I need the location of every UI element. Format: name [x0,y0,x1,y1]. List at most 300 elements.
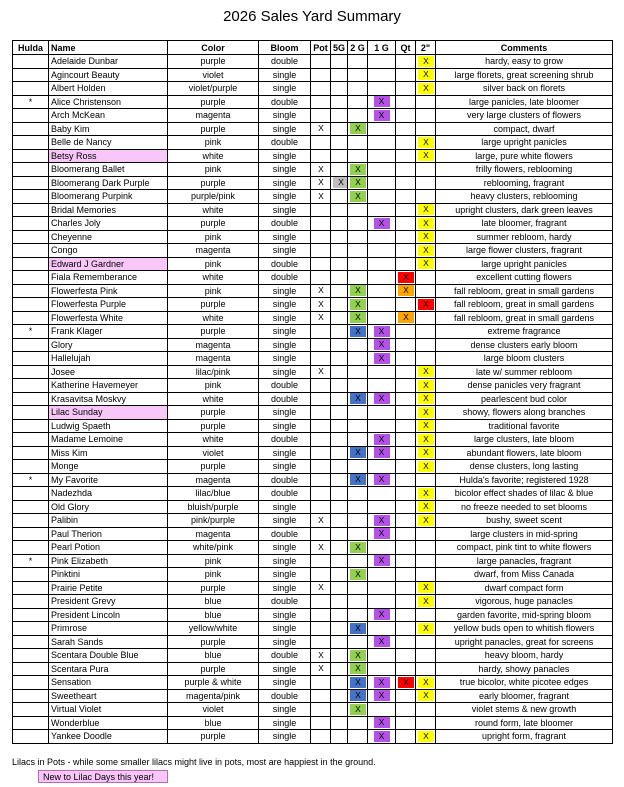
2g-cell [348,487,368,501]
column-header: Hulda [13,41,49,55]
2in-cell [416,392,436,406]
availability-mark: X [374,434,390,445]
qt-cell [396,271,416,285]
2g-cell [348,55,368,69]
pot-cell [311,55,331,69]
5g-cell [331,433,348,447]
name-cell: Agincourt Beauty [49,68,168,82]
2g-cell [348,176,368,190]
table-row [13,446,613,460]
5g-cell [331,271,348,285]
bloom-cell: single [259,109,311,123]
availability-mark: X [374,474,390,485]
pot-cell [311,82,331,96]
availability-mark: X [318,541,324,552]
qt-cell [396,527,416,541]
qt-cell [396,473,416,487]
2g-cell [348,109,368,123]
5g-cell [331,595,348,609]
2in-cell [416,473,436,487]
hulda-cell [13,271,49,285]
hulda-cell [13,460,49,474]
hulda-cell [13,703,49,717]
color-cell: blue [168,649,259,663]
availability-mark: X [374,515,390,526]
comments-cell: excellent cutting flowers [436,271,613,285]
availability-mark: X [418,677,434,688]
bloom-cell: single [259,230,311,244]
pot-cell [311,541,331,555]
pot-cell [311,365,331,379]
column-header: Pot [311,41,331,55]
availability-mark: X [398,312,414,323]
pot-cell [311,149,331,163]
table-row [13,622,613,636]
pot-cell [311,460,331,474]
name-cell: Bloomerang Dark Purple [49,176,168,190]
2g-cell [348,68,368,82]
name-cell: Bloomerang Ballet [49,163,168,177]
color-cell: purple [168,406,259,420]
table-row [13,406,613,420]
table-row [13,487,613,501]
color-cell: purple & white [168,676,259,690]
2in-cell [416,514,436,528]
pot-cell [311,136,331,150]
color-cell: white [168,149,259,163]
1g-cell [368,473,396,487]
pot-cell [311,325,331,339]
qt-cell [396,581,416,595]
2in-cell [416,271,436,285]
5g-cell [331,689,348,703]
availability-mark: X [418,56,434,67]
2in-cell [416,325,436,339]
qt-cell [396,217,416,231]
1g-cell [368,68,396,82]
table-row [13,257,613,271]
name-cell: Pink Elizabeth [49,554,168,568]
2in-cell [416,149,436,163]
5g-cell [331,230,348,244]
name-cell: President Grevy [49,595,168,609]
pot-cell [311,662,331,676]
hulda-cell: * [13,95,49,109]
color-cell: blue [168,716,259,730]
availability-mark: X [398,272,414,283]
availability-mark: X [418,380,434,391]
1g-cell [368,581,396,595]
table-row [13,230,613,244]
pot-cell [311,568,331,582]
pot-cell [311,271,331,285]
table-row [13,554,613,568]
2g-cell [348,730,368,744]
availability-mark: X [418,393,434,404]
2g-cell [348,676,368,690]
pot-cell [311,190,331,204]
1g-cell [368,622,396,636]
availability-mark: X [374,636,390,647]
table-row [13,163,613,177]
5g-cell [331,419,348,433]
name-cell: Krasavitsa Moskvy [49,392,168,406]
color-cell: pink [168,554,259,568]
table-row [13,460,613,474]
availability-mark: X [374,110,390,121]
bloom-cell: single [259,541,311,555]
comments-cell: round form, late bloomer [436,716,613,730]
color-cell: purple [168,635,259,649]
color-cell: pink [168,379,259,393]
hulda-cell [13,676,49,690]
comments-cell: fall rebloom, great in small gardens [436,311,613,325]
2in-cell [416,109,436,123]
bloom-cell: single [259,338,311,352]
qt-cell [396,514,416,528]
5g-cell [331,217,348,231]
availability-mark: X [374,731,390,742]
bloom-cell: single [259,284,311,298]
availability-mark: X [318,663,324,674]
bloom-cell: double [259,473,311,487]
2g-cell [348,257,368,271]
comments-cell: no freeze needed to set blooms [436,500,613,514]
2g-cell [348,230,368,244]
color-cell: white [168,271,259,285]
bloom-cell: single [259,122,311,136]
bloom-cell: single [259,635,311,649]
name-cell: Sarah Sands [49,635,168,649]
hulda-cell [13,55,49,69]
availability-mark: X [418,461,434,472]
qt-cell [396,163,416,177]
table-row [13,581,613,595]
1g-cell [368,257,396,271]
2in-cell [416,649,436,663]
comments-cell: dense panicles very fragrant [436,379,613,393]
hulda-cell [13,581,49,595]
bloom-cell: single [259,149,311,163]
qt-cell [396,730,416,744]
color-cell: purple [168,122,259,136]
hulda-cell [13,541,49,555]
name-cell: Wonderblue [49,716,168,730]
1g-cell [368,149,396,163]
bloom-cell: single [259,581,311,595]
color-cell: purple [168,217,259,231]
bloom-cell: single [259,608,311,622]
pot-cell [311,68,331,82]
pot-cell [311,527,331,541]
table-body [13,55,613,744]
color-cell: purple [168,325,259,339]
name-cell: Alice Christenson [49,95,168,109]
2in-cell [416,257,436,271]
table-row [13,203,613,217]
table-row [13,433,613,447]
availability-mark: X [418,582,434,593]
1g-cell [368,392,396,406]
availability-mark: X [350,623,366,634]
bloom-cell: single [259,446,311,460]
2g-cell [348,365,368,379]
name-cell: Flowerfesta Pink [49,284,168,298]
color-cell: purple [168,730,259,744]
table-row [13,662,613,676]
5g-cell [331,662,348,676]
bloom-cell: single [259,514,311,528]
column-header: Color [168,41,259,55]
qt-cell [396,379,416,393]
qt-cell [396,338,416,352]
availability-mark: X [318,163,324,174]
qt-cell [396,109,416,123]
table-row [13,217,613,231]
1g-cell [368,716,396,730]
hulda-cell [13,662,49,676]
5g-cell [331,244,348,258]
column-header: 1 G [368,41,396,55]
2g-cell [348,203,368,217]
color-cell: violet [168,446,259,460]
color-cell: purple [168,581,259,595]
2g-cell [348,392,368,406]
table-row [13,311,613,325]
name-cell: Madame Lemoine [49,433,168,447]
bloom-cell: single [259,311,311,325]
availability-mark: X [350,677,366,688]
1g-cell [368,55,396,69]
bloom-cell: single [259,500,311,514]
comments-cell: hardy, showy panacles [436,662,613,676]
hulda-cell [13,730,49,744]
availability-mark: X [350,191,366,202]
availability-mark: X [418,420,434,431]
hulda-cell [13,176,49,190]
2g-cell [348,122,368,136]
bloom-cell: single [259,662,311,676]
2g-cell [348,662,368,676]
availability-mark: X [318,177,324,188]
name-cell: Pinktini [49,568,168,582]
1g-cell [368,433,396,447]
1g-cell [368,338,396,352]
5g-cell [331,392,348,406]
pot-cell [311,500,331,514]
availability-mark: X [374,677,390,688]
color-cell: magenta [168,527,259,541]
hulda-cell [13,568,49,582]
hulda-cell [13,392,49,406]
name-cell: Albert Holden [49,82,168,96]
2in-cell [416,689,436,703]
comments-cell: reblooming, fragrant [436,176,613,190]
name-cell: Palibin [49,514,168,528]
hulda-cell [13,284,49,298]
2g-cell [348,163,368,177]
availability-mark: X [374,326,390,337]
2g-cell [348,82,368,96]
name-cell: Flowerfesta White [49,311,168,325]
5g-cell [331,473,348,487]
bloom-cell: double [259,689,311,703]
pot-cell [311,379,331,393]
color-cell: purple [168,298,259,312]
availability-mark: X [418,83,434,94]
comments-cell: traditional favorite [436,419,613,433]
bloom-cell: single [259,244,311,258]
2g-cell [348,271,368,285]
bloom-cell: double [259,379,311,393]
hulda-cell [13,379,49,393]
5g-cell [331,608,348,622]
bloom-cell: single [259,730,311,744]
comments-cell: Hulda's favorite; registered 1928 [436,473,613,487]
2in-cell [416,311,436,325]
availability-mark: X [374,339,390,350]
5g-cell [331,622,348,636]
table-row [13,365,613,379]
comments-cell: yellow buds open to whitish flowers [436,622,613,636]
availability-mark: X [350,285,366,296]
comments-cell: large florets, great screening shrub [436,68,613,82]
availability-mark: X [418,434,434,445]
color-cell: magenta/pink [168,689,259,703]
5g-cell [331,95,348,109]
2g-cell [348,689,368,703]
2g-cell [348,406,368,420]
bloom-cell: single [259,176,311,190]
table-row [13,730,613,744]
qt-cell [396,325,416,339]
availability-mark: X [418,150,434,161]
hulda-cell [13,622,49,636]
name-cell: Charles Joly [49,217,168,231]
qt-cell [396,446,416,460]
bloom-cell: single [259,703,311,717]
color-cell: pink [168,230,259,244]
qt-cell [396,541,416,555]
1g-cell [368,82,396,96]
name-cell: Betsy Ross [49,149,168,163]
hulda-cell [13,635,49,649]
2in-cell [416,500,436,514]
qt-cell [396,487,416,501]
hulda-cell [13,109,49,123]
bloom-cell: single [259,190,311,204]
qt-cell [396,55,416,69]
1g-cell [368,487,396,501]
comments-cell: violet stems & new growth [436,703,613,717]
5g-cell [331,365,348,379]
table-row [13,703,613,717]
2g-cell [348,379,368,393]
hulda-cell [13,365,49,379]
name-cell: Frank Klager [49,325,168,339]
2in-cell [416,298,436,312]
qt-cell [396,406,416,420]
1g-cell [368,217,396,231]
pot-cell [311,433,331,447]
2in-cell [416,136,436,150]
bloom-cell: single [259,325,311,339]
2in-cell [416,338,436,352]
bloom-cell: single [259,716,311,730]
comments-cell: large upright panicles [436,136,613,150]
2in-cell [416,608,436,622]
table-row [13,190,613,204]
color-cell: pink [168,136,259,150]
color-cell: purple [168,95,259,109]
availability-mark: X [418,137,434,148]
availability-mark: X [374,717,390,728]
bloom-cell: double [259,55,311,69]
bloom-cell: double [259,527,311,541]
1g-cell [368,203,396,217]
name-cell: Hallelujah [49,352,168,366]
table-row [13,595,613,609]
name-cell: Pearl Potion [49,541,168,555]
availability-mark: X [418,204,434,215]
name-cell: Primrose [49,622,168,636]
availability-mark: X [350,164,366,175]
column-header: 5G [331,41,348,55]
table-row [13,568,613,582]
comments-cell: dwarf, from Miss Canada [436,568,613,582]
1g-cell [368,284,396,298]
5g-cell [331,109,348,123]
table-row [13,325,613,339]
2g-cell [348,514,368,528]
name-cell: Scentara Pura [49,662,168,676]
pot-cell [311,163,331,177]
availability-mark: X [418,501,434,512]
color-cell: magenta [168,338,259,352]
1g-cell [368,635,396,649]
qt-cell [396,419,416,433]
name-cell: Arch McKean [49,109,168,123]
1g-cell [368,689,396,703]
2in-cell [416,635,436,649]
availability-mark: X [418,488,434,499]
5g-cell [331,55,348,69]
comments-cell: upright form, fragrant [436,730,613,744]
table-row [13,527,613,541]
availability-mark: X [374,393,390,404]
name-cell: Josee [49,365,168,379]
comments-cell: silver back on florets [436,82,613,96]
table-row [13,149,613,163]
2in-cell [416,541,436,555]
2g-cell [348,554,368,568]
comments-cell: upright panacles, great for screens [436,635,613,649]
5g-cell [331,325,348,339]
comments-cell: true bicolor, white picotee edges [436,676,613,690]
comments-cell: late w/ summer rebloom [436,365,613,379]
hulda-cell [13,82,49,96]
2in-cell [416,203,436,217]
bloom-cell: single [259,203,311,217]
name-cell: Bridal Memories [49,203,168,217]
qt-cell [396,203,416,217]
1g-cell [368,446,396,460]
new-legend-swatch: New to Lilac Days this year! [38,770,168,783]
5g-cell [331,460,348,474]
hulda-cell [13,527,49,541]
qt-cell [396,595,416,609]
hulda-cell [13,68,49,82]
